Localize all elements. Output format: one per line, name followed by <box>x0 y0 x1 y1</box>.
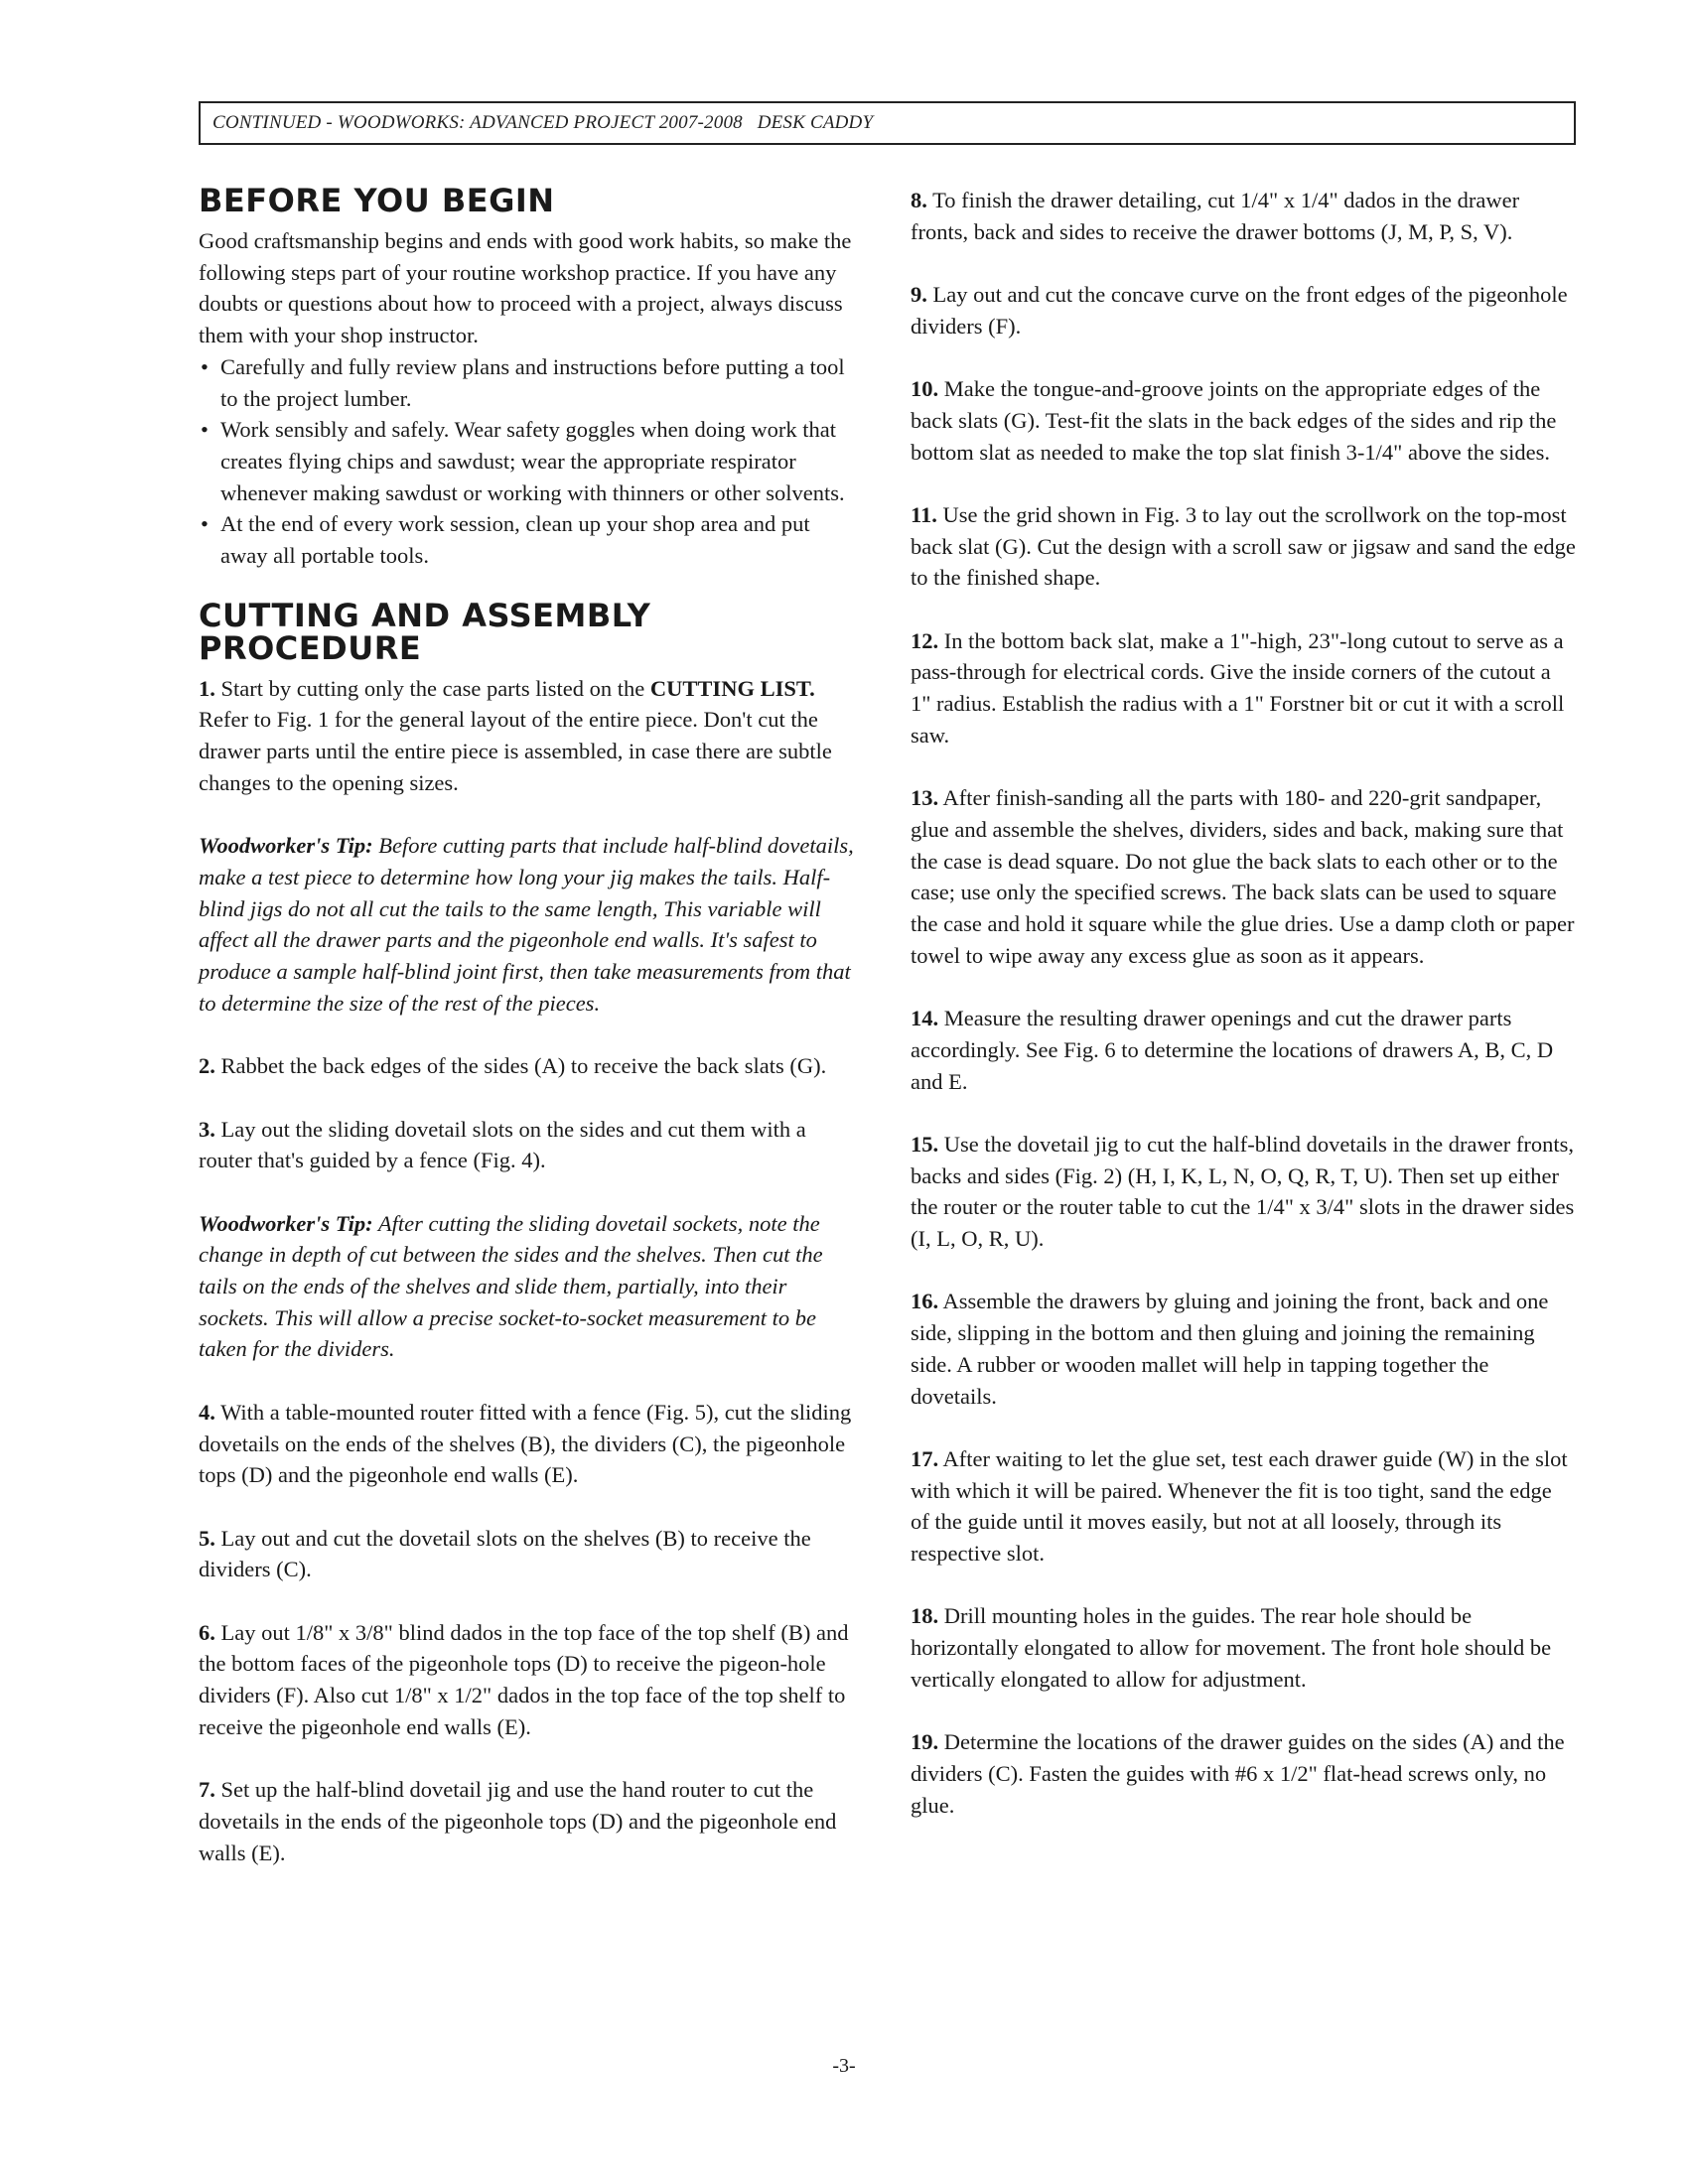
step-12 <box>911 625 1576 751</box>
bullet-text: Work sensibly and safely. Wear safety goggles when doing work that creates flying chips and sawdust; wear the appropriate respirator whenever making sawdust or working with thinners or other solvents. <box>220 417 845 505</box>
step-text: Set up the half-blind dovetail jig and use the hand router to cut the dovetails in the ends of the pigeonhole tops (D) and the pigeonhole end walls (E). <box>199 1777 837 1865</box>
step-number: 6. <box>199 1619 215 1645</box>
step-18 <box>911 1600 1576 1695</box>
step-number: 9. <box>911 282 927 308</box>
step-text: Lay out 1/8" x 3/8" blind dados in the top face of the top shelf (B) and the bottom faces of the pigeonhole tops (D) to receive the pigeon-hole dividers (F). Also cut 1/8" x 1/2" dados in the top face of the top shelf to receive the pigeonhole end walls (E). <box>199 1619 849 1739</box>
procedure-heading-line2: PROCEDURE <box>199 628 422 667</box>
step-2 <box>199 1050 859 1082</box>
step-text: Lay out the sliding dovetail slots on the sides and cut them with a router that's guided by a fence (Fig. 4). <box>199 1116 806 1173</box>
step-text: Drill mounting holes in the guides. The rear hole should be horizontally elongated to allow for movement. The front hole should be vertically elongated to allow for adjustment. <box>911 1603 1552 1692</box>
step-number: 1. <box>199 675 215 701</box>
step-number: 18. <box>911 1603 939 1629</box>
cutting-list-reference: CUTTING LIST. <box>649 675 815 701</box>
list-item <box>199 351 859 414</box>
step-number: 2. <box>199 1053 215 1079</box>
step-text: Make the tongue-and-groove joints on the appropriate edges of the back slats (G). Test-fit the slats in the back edges of the sides and rip the bottom slat as needed to make the top slat finish 3-1/4" above the sides. <box>911 376 1557 465</box>
step-text: Measure the resulting drawer openings and cut the drawer parts accordingly. See Fig. 6 to determine the locations of drawers A, B, C, D and E. <box>911 1006 1554 1094</box>
step-3 <box>199 1114 859 1176</box>
tip-text: Before cutting parts that include half-blind dovetails, make a test piece to determine how long your jig makes the tails. Half-blind jigs do not all cut the tails to the same length, This variable will affect all the drawer parts and the pigeonhole end walls. It's safest to produce a sample half-blind joint first, then take measurements from that to determine the size of the rest of the pieces. <box>199 833 854 1016</box>
step-text: After finish-sanding all the parts with 180- and 220-grit sandpaper, glue and assemble the shelves, dividers, sides and back, making sure that the case is dead square. Do not glue the back slats to each other or to the case; use only the specified screws. The back slats can be used to square the case and hold it square while the glue dries. Use a damp cloth or paper towel to wipe away any excess glue as soon as it appears. <box>911 785 1575 968</box>
bullet-icon: • <box>201 353 209 379</box>
step-number: 5. <box>199 1525 215 1551</box>
step-number: 15. <box>911 1131 939 1157</box>
step-19 <box>911 1726 1576 1821</box>
list-item <box>199 508 859 571</box>
before-you-begin-intro: Good craftsmanship begins and ends with good work habits, so make the following steps part of your routine workshop practice. If you have any doubts or questions about how to proceed with a project, always discuss them with your shop instructor. <box>199 228 852 348</box>
bullet-icon: • <box>201 417 209 443</box>
step-number: 3. <box>199 1116 215 1142</box>
step-16 <box>911 1286 1576 1412</box>
step-text: Refer to Fig. 1 for the general layout of the entire piece. Don't cut the drawer parts until the entire piece is assembled, in case there are subtle changes to the opening sizes. <box>199 707 832 795</box>
step-14 <box>911 1003 1576 1097</box>
step-text: Rabbet the back edges of the sides (A) to receive the back slats (G). <box>220 1053 827 1079</box>
step-17 <box>911 1443 1576 1570</box>
step-number: 10. <box>911 376 939 402</box>
tip-text: After cutting the sliding dovetail sockets, note the change in depth of cut between the sides and the shelves. Then cut the tails on the ends of the shelves and slide them, partially, into their sockets. This will allow a precise socket-to-socket measurement to be taken for the dividers. <box>199 1210 823 1362</box>
bullet-icon: • <box>201 511 209 537</box>
page-number: -3- <box>832 2055 856 2077</box>
tip-label: Woodworker's Tip: <box>199 833 373 859</box>
step-number: 14. <box>911 1006 939 1031</box>
step-number: 12. <box>911 627 939 653</box>
tip-label: Woodworker's Tip: <box>199 1210 373 1236</box>
step-7 <box>199 1774 859 1868</box>
procedure-heading-line1: CUTTING AND ASSEMBLY <box>199 596 651 634</box>
step-text: Lay out and cut the concave curve on the front edges of the pigeonhole dividers (F). <box>911 282 1568 339</box>
step-15 <box>911 1129 1576 1255</box>
step-number: 11. <box>911 501 937 527</box>
right-column <box>911 185 1576 1852</box>
step-number: 17. <box>911 1445 939 1471</box>
bullet-text: Carefully and fully review plans and instructions before putting a tool to the project lumber. <box>220 353 845 411</box>
step-6 <box>199 1617 859 1743</box>
step-text: Determine the locations of the drawer guides on the sides (A) and the dividers (C). Fasten the guides with #6 x 1/2" flat-head screws only, no glue. <box>911 1729 1565 1818</box>
step-number: 7. <box>199 1777 215 1803</box>
step-13 <box>911 782 1576 971</box>
step-number: 13. <box>911 785 939 811</box>
procedure-heading <box>199 596 859 667</box>
bullet-text: At the end of every work session, clean up your shop area and put away all portable tools. <box>220 511 810 569</box>
step-text: Lay out and cut the dovetail slots on the shelves (B) to receive the dividers (C). <box>199 1525 811 1582</box>
running-header-title: CONTINUED - WOODWORKS: ADVANCED PROJECT 2007-2008 DESK CADDY <box>212 112 874 133</box>
running-header <box>199 101 1576 145</box>
before-you-begin-heading: BEFORE YOU BEGIN <box>199 182 555 219</box>
step-text: Use the grid shown in Fig. 3 to lay out the scrollwork on the top-most back slat (G). Cut the design with a scroll saw or jigsaw and sand the edge to the finished shape. <box>911 501 1576 591</box>
step-text: Start by cutting only the case parts listed on the <box>220 675 645 701</box>
safety-bullet-list <box>199 351 859 572</box>
list-item <box>199 414 859 508</box>
step-number: 19. <box>911 1729 939 1755</box>
woodworkers-tip-1 <box>199 830 859 1019</box>
step-11 <box>911 499 1576 594</box>
step-text: Assemble the drawers by gluing and joining the front, back and one side, slipping in the bottom and then gluing and joining the remaining side. A rubber or wooden mallet will help in tapping together the dovetails. <box>911 1289 1549 1409</box>
step-8 <box>911 185 1576 247</box>
step-number: 8. <box>911 188 927 212</box>
step-number: 16. <box>911 1289 939 1314</box>
step-5 <box>199 1523 859 1585</box>
step-text: Use the dovetail jig to cut the half-blind dovetails in the drawer fronts, backs and sides (Fig. 2) (H, I, K, L, N, O, Q, R, T, U). Then set up either the router or the router table to cut the 1/4" x 3/4" slots in the drawer sides (I, L, O, R, U). <box>911 1131 1575 1252</box>
woodworkers-tip-2 <box>199 1208 859 1366</box>
step-text: With a table-mounted router fitted with a fence (Fig. 5), cut the sliding dovetails on the ends of the shelves (B), the dividers (C), the pigeonhole tops (D) and the pigeonhole end walls (E). <box>199 1399 852 1488</box>
step-10 <box>911 373 1576 468</box>
left-column <box>199 182 859 1900</box>
step-text: In the bottom back slat, make a 1"-high, 23"-long cutout to serve as a pass-through for electrical cords. Give the inside corners of the cutout a 1" radius. Establish the radius with a 1" Forstner bit or cut it with a scroll saw. <box>911 627 1565 748</box>
step-4 <box>199 1397 859 1491</box>
step-text: After waiting to let the glue set, test each drawer guide (W) in the slot with which it will be paired. Whenever the fit is too tight, sand the edge of the guide until it moves easily, but not at all loosely, through its respective slot. <box>911 1445 1568 1567</box>
step-number: 4. <box>199 1399 215 1425</box>
step-9 <box>911 279 1576 341</box>
step-text: To finish the drawer detailing, cut 1/4" x 1/4" dados in the drawer fronts, back and sides to receive the drawer bottoms (J, M, P, S, V). <box>911 188 1520 244</box>
step-1 <box>199 673 859 799</box>
